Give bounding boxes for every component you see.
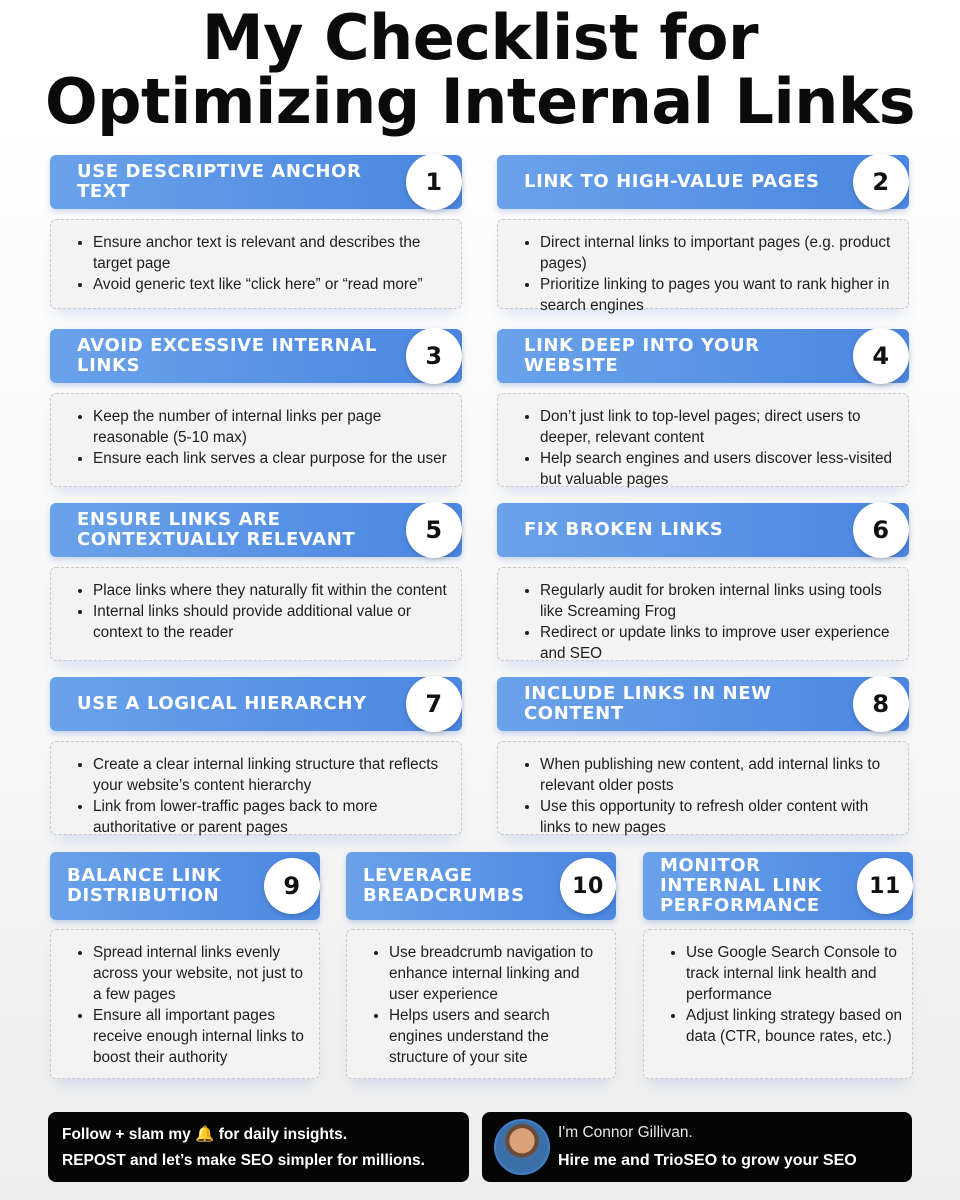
item-title: USE DESCRIPTIVE ANCHOR TEXT (77, 161, 362, 202)
item-number-badge: 8 (853, 676, 909, 732)
bullet-list (347, 930, 615, 1068)
item-title: BALANCE LINK DISTRIBUTION (67, 865, 222, 906)
item-title: LINK TO HIGH-VALUE PAGES (524, 171, 820, 192)
item-body (50, 219, 462, 309)
follow-text-end: for daily insights. (218, 1126, 348, 1143)
item-number-badge: 10 (560, 858, 616, 914)
item-number-badge: 1 (406, 154, 462, 210)
bullet-item: • Link from lower-traffic pages back to more authoritative or parent pages (93, 796, 451, 838)
item-body (497, 567, 909, 661)
page-title (0, 1, 960, 138)
author-name: I'm Connor Gillivan. (558, 1124, 693, 1141)
bullet-item: • Direct internal links to important pages (e.g. product pages) (540, 232, 898, 274)
bullet-list (498, 394, 908, 490)
item-title: FIX BROKEN LINKS (524, 519, 724, 540)
item-title: INCLUDE LINKS IN NEW CONTENT (524, 683, 772, 724)
item-header (497, 155, 909, 209)
item-title: USE A LOGICAL HIERARCHY (77, 693, 367, 714)
author-cta: Hire me and TrioSEO to grow your SEO (558, 1152, 857, 1169)
item-body (50, 741, 462, 835)
item-body (346, 929, 616, 1079)
bullet-item: • Use breadcrumb navigation to enhance internal linking and user experience (389, 942, 605, 1005)
item-number-badge: 6 (853, 502, 909, 558)
avatar (494, 1119, 550, 1175)
item-number-badge: 7 (406, 676, 462, 732)
title-line-2: Optimizing Internal Links (44, 65, 916, 138)
item-header (50, 155, 462, 209)
item-header (50, 503, 462, 557)
bullet-item: • Regularly audit for broken internal links using tools like Screaming Frog (540, 580, 898, 622)
bullet-list (498, 220, 908, 316)
bullet-list (51, 930, 319, 1068)
item-body (50, 393, 462, 487)
bullet-list (51, 220, 461, 295)
item-header (346, 852, 616, 920)
bullet-item: • Place links where they naturally fit within the content (93, 580, 451, 601)
bullet-item: • Use Google Search Console to track internal link health and performance (686, 942, 902, 1005)
item-title: LINK DEEP INTO YOUR WEBSITE (524, 335, 760, 376)
item-title: LEVERAGE BREADCRUMBS (363, 865, 525, 906)
bullet-item: • Prioritize linking to pages you want to rank higher in search engines (540, 274, 898, 316)
bullet-item: • Create a clear internal linking structure that reflects your website’s content hierarchy (93, 754, 451, 796)
item-body (497, 393, 909, 487)
follow-line (62, 1122, 455, 1148)
bullet-list (644, 930, 912, 1047)
follow-banner (48, 1112, 469, 1182)
item-number-badge: 3 (406, 328, 462, 384)
item-header (50, 329, 462, 383)
repost-line: REPOST and let’s make SEO simpler for millions. (62, 1152, 425, 1169)
item-header (497, 329, 909, 383)
bullet-list (51, 394, 461, 469)
bell-icon: 🔔 (195, 1126, 215, 1143)
bullet-item: • Don’t just link to top-level pages; direct users to deeper, relevant content (540, 406, 898, 448)
bullet-list (498, 742, 908, 838)
item-body (497, 741, 909, 835)
item-header (497, 503, 909, 557)
author-banner (482, 1112, 912, 1182)
item-header (50, 677, 462, 731)
bullet-item: • Redirect or update links to improve user experience and SEO (540, 622, 898, 664)
bullet-item: • Use this opportunity to refresh older content with links to new pages (540, 796, 898, 838)
bullet-item: • Avoid generic text like “click here” or “read more” (93, 274, 451, 295)
bullet-list (51, 568, 461, 643)
bullet-item: • Keep the number of internal links per page reasonable (5-10 max) (93, 406, 451, 448)
item-body (50, 929, 320, 1079)
bullet-item: • Spread internal links evenly across your website, not just to a few pages (93, 942, 309, 1005)
item-number-badge: 9 (264, 858, 320, 914)
item-number-badge: 4 (853, 328, 909, 384)
item-number-badge: 2 (853, 154, 909, 210)
item-header (497, 677, 909, 731)
item-title: ENSURE LINKS ARE CONTEXTUALLY RELEVANT (77, 509, 356, 550)
bullet-list (51, 742, 461, 838)
item-body (50, 567, 462, 661)
item-number-badge: 11 (857, 858, 913, 914)
bullet-item: • Help search engines and users discover less-visited but valuable pages (540, 448, 898, 490)
bullet-item: • Helps users and search engines understand the structure of your site (389, 1005, 605, 1068)
item-body (643, 929, 913, 1079)
bullet-item: • Internal links should provide additional value or context to the reader (93, 601, 451, 643)
bullet-item: • Ensure all important pages receive enough internal links to boost their authority (93, 1005, 309, 1068)
bullet-item: • Ensure each link serves a clear purpose for the user (93, 448, 451, 469)
item-body (497, 219, 909, 314)
item-header (643, 852, 913, 920)
item-number-badge: 5 (406, 502, 462, 558)
bullet-item: • Adjust linking strategy based on data (CTR, bounce rates, etc.) (686, 1005, 902, 1047)
follow-text: Follow + slam my (62, 1126, 191, 1143)
item-header (50, 852, 320, 920)
item-title: MONITOR INTERNAL LINK PERFORMANCE (660, 855, 822, 916)
item-title: AVOID EXCESSIVE INTERNAL LINKS (77, 335, 377, 376)
bullet-item: • When publishing new content, add internal links to relevant older posts (540, 754, 898, 796)
title-line-1: My Checklist for (201, 1, 759, 74)
bullet-list (498, 568, 908, 664)
bullet-item: • Ensure anchor text is relevant and describes the target page (93, 232, 451, 274)
